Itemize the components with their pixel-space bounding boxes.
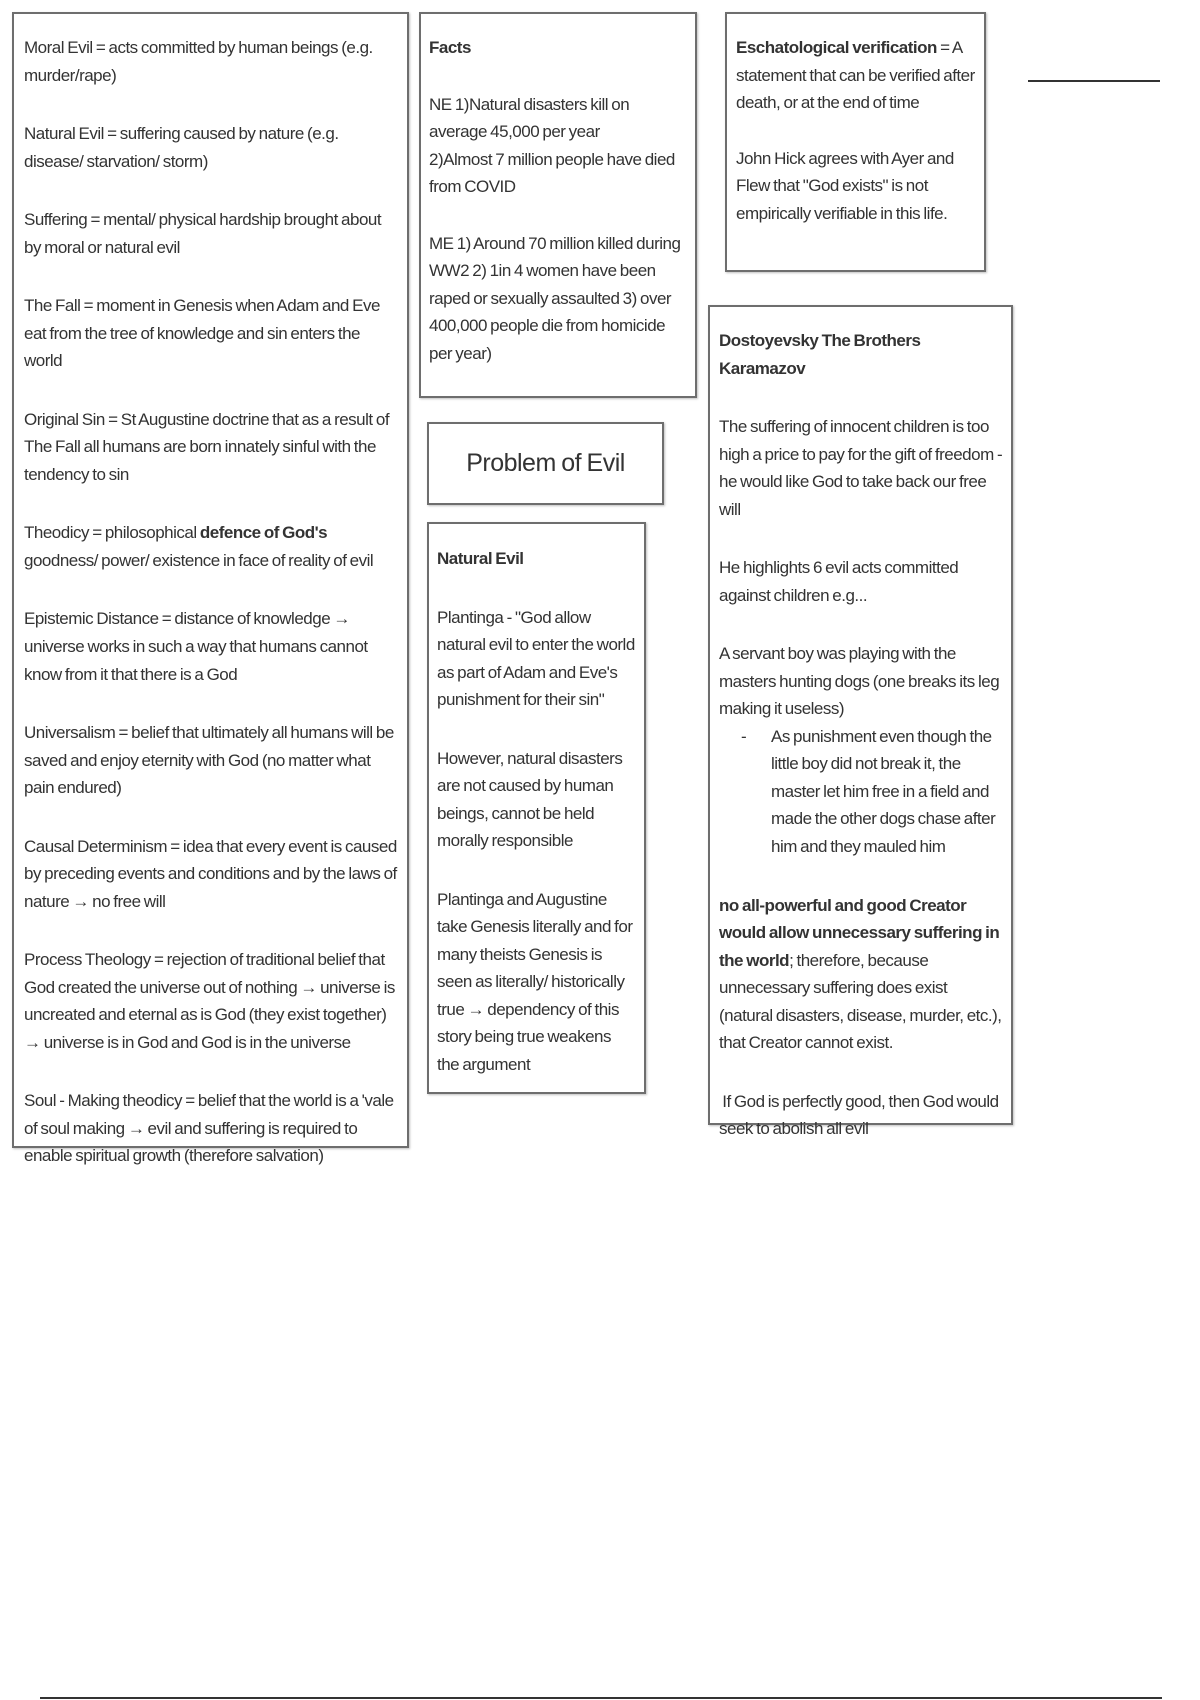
eschatological-heading-rest: = A statement that can be verified after death, or at the end of time [736,38,975,113]
dostoyevsky-p1: The suffering of innocent children is too high a price to pay for the gift of freedom - he would like God to take back our free will [719,417,1003,519]
dostoyevsky-p3: A servant boy was playing with the masters hunting dogs (one breaks its leg making it useless) [719,644,1000,719]
dostoyevsky-p5: If God is perfectly good, then God would seek to abolish all evil [719,1091,1002,1139]
natural-evil-box [427,522,646,1094]
dostoyevsky-bullet: - As punishment even though the little boy did not break it, the master let him free in a field and made the other dogs chase after him and they mauled him [771,723,1003,861]
dostoyevsky-bullet-list [719,723,1003,861]
dostoyevsky-p4 [719,892,1003,1057]
natural-evil-genesis: Plantinga and Augustine take Genesis literally and for many theists Genesis is seen as literally/ historically true → dependency of this story being true weakens the argument [437,889,633,1074]
definition-the-fall: The Fall = moment in Genesis when Adam and Eve eat from the tree of knowledge and sin enters the world [24,296,380,371]
eschatological-definition [736,34,976,117]
page-title: Problem of Evil [427,422,664,505]
natural-evil-plantinga: Plantinga - "God allow natural evil to enter the world as part of Adam and Eve's punishment for their sin" [437,607,635,710]
facts-box [419,12,697,398]
eschatological-heading: Eschatological verification [736,38,937,57]
process-theology-line1: Process Theology = rejection of traditional belief that God created the universe out of nothing → universe is uncreated and eternal as is God (they exist together) [24,950,395,1025]
natural-evil-however: However, natural disasters are not caused by human beings, cannot be held morally responsible [437,748,623,851]
eschatological-box [725,12,986,272]
facts-heading: Facts [429,38,471,57]
facts-ne-line1: NE 1)Natural disasters kill on average 45,000 per year [429,94,630,142]
natural-evil-heading: Natural Evil [437,549,524,568]
dostoyevsky-p4-rest: ; therefore, because unnecessary suffering does exist (natural disasters, disease, murder, etc.), that Creator cannot exist. [719,950,1002,1053]
facts-natural-evil [429,91,687,201]
facts-ne-line2: 2)Almost 7 million people have died from COVID [429,149,675,197]
bottom-rule [40,1697,1162,1699]
definition-epistemic-distance: Epistemic Distance = distance of knowledge → universe works in such a way that humans cannot know from it that there is a God [24,609,368,684]
definition-natural-evil: Natural Evil = suffering caused by nature (e.g. disease/ starvation/ storm) [24,124,339,171]
process-theology-line2: → universe is in God and God is in the universe [24,1032,351,1052]
definition-soul-making: Soul - Making theodicy = belief that the world is a 'vale of soul making → evil and suffering is required to enable spiritual growth (therefore salvation) [24,1091,394,1166]
definition-original-sin: Original Sin = St Augustine doctrine that as a result of The Fall all humans are born innately sinful with the tendency to sin [24,409,390,484]
definition-causal-determinism: Causal Determinism = idea that every event is caused by preceding events and conditions and by the laws of nature → no free will [24,836,397,911]
eschatological-hick: John Hick agrees with Ayer and Flew that "God exists" is not empirically verifiable in this life. [736,148,954,223]
definition-process-theology [24,946,397,1056]
definition-universalism: Universalism = belief that ultimately all humans will be saved and enjoy eternity with God (no matter what pain endured) [24,723,394,798]
definition-suffering: Suffering = mental/ physical hardship brought about by moral or natural evil [24,210,382,257]
theodicy-post: goodness/ power/ existence in face of reality of evil [24,550,374,570]
definitions-box [12,12,409,1166]
dostoyevsky-p2: He highlights 6 evil acts committed against children e.g... [719,558,959,605]
theodicy-bold: defence of God's [199,523,328,543]
dostoyevsky-heading: Dostoyevsky The Brothers Karamazov [719,331,921,378]
dostoyevsky-p4-bold: no all-powerful and good Creator would allow unnecessary suffering in the world [719,895,1000,970]
definition-moral-evil: Moral Evil = acts committed by human beings (e.g. murder/rape) [24,38,373,85]
facts-moral-evil: ME 1) Around 70 million killed during WW2 2) 1in 4 women have been raped or sexually assaulted 3) over 400,000 people die from homicide per year) [429,233,681,363]
definition-theodicy [24,519,397,574]
theodicy-pre: Theodicy = philosophical [24,523,200,543]
dostoyevsky-box [708,305,1013,1139]
top-right-rule [1028,80,1160,82]
